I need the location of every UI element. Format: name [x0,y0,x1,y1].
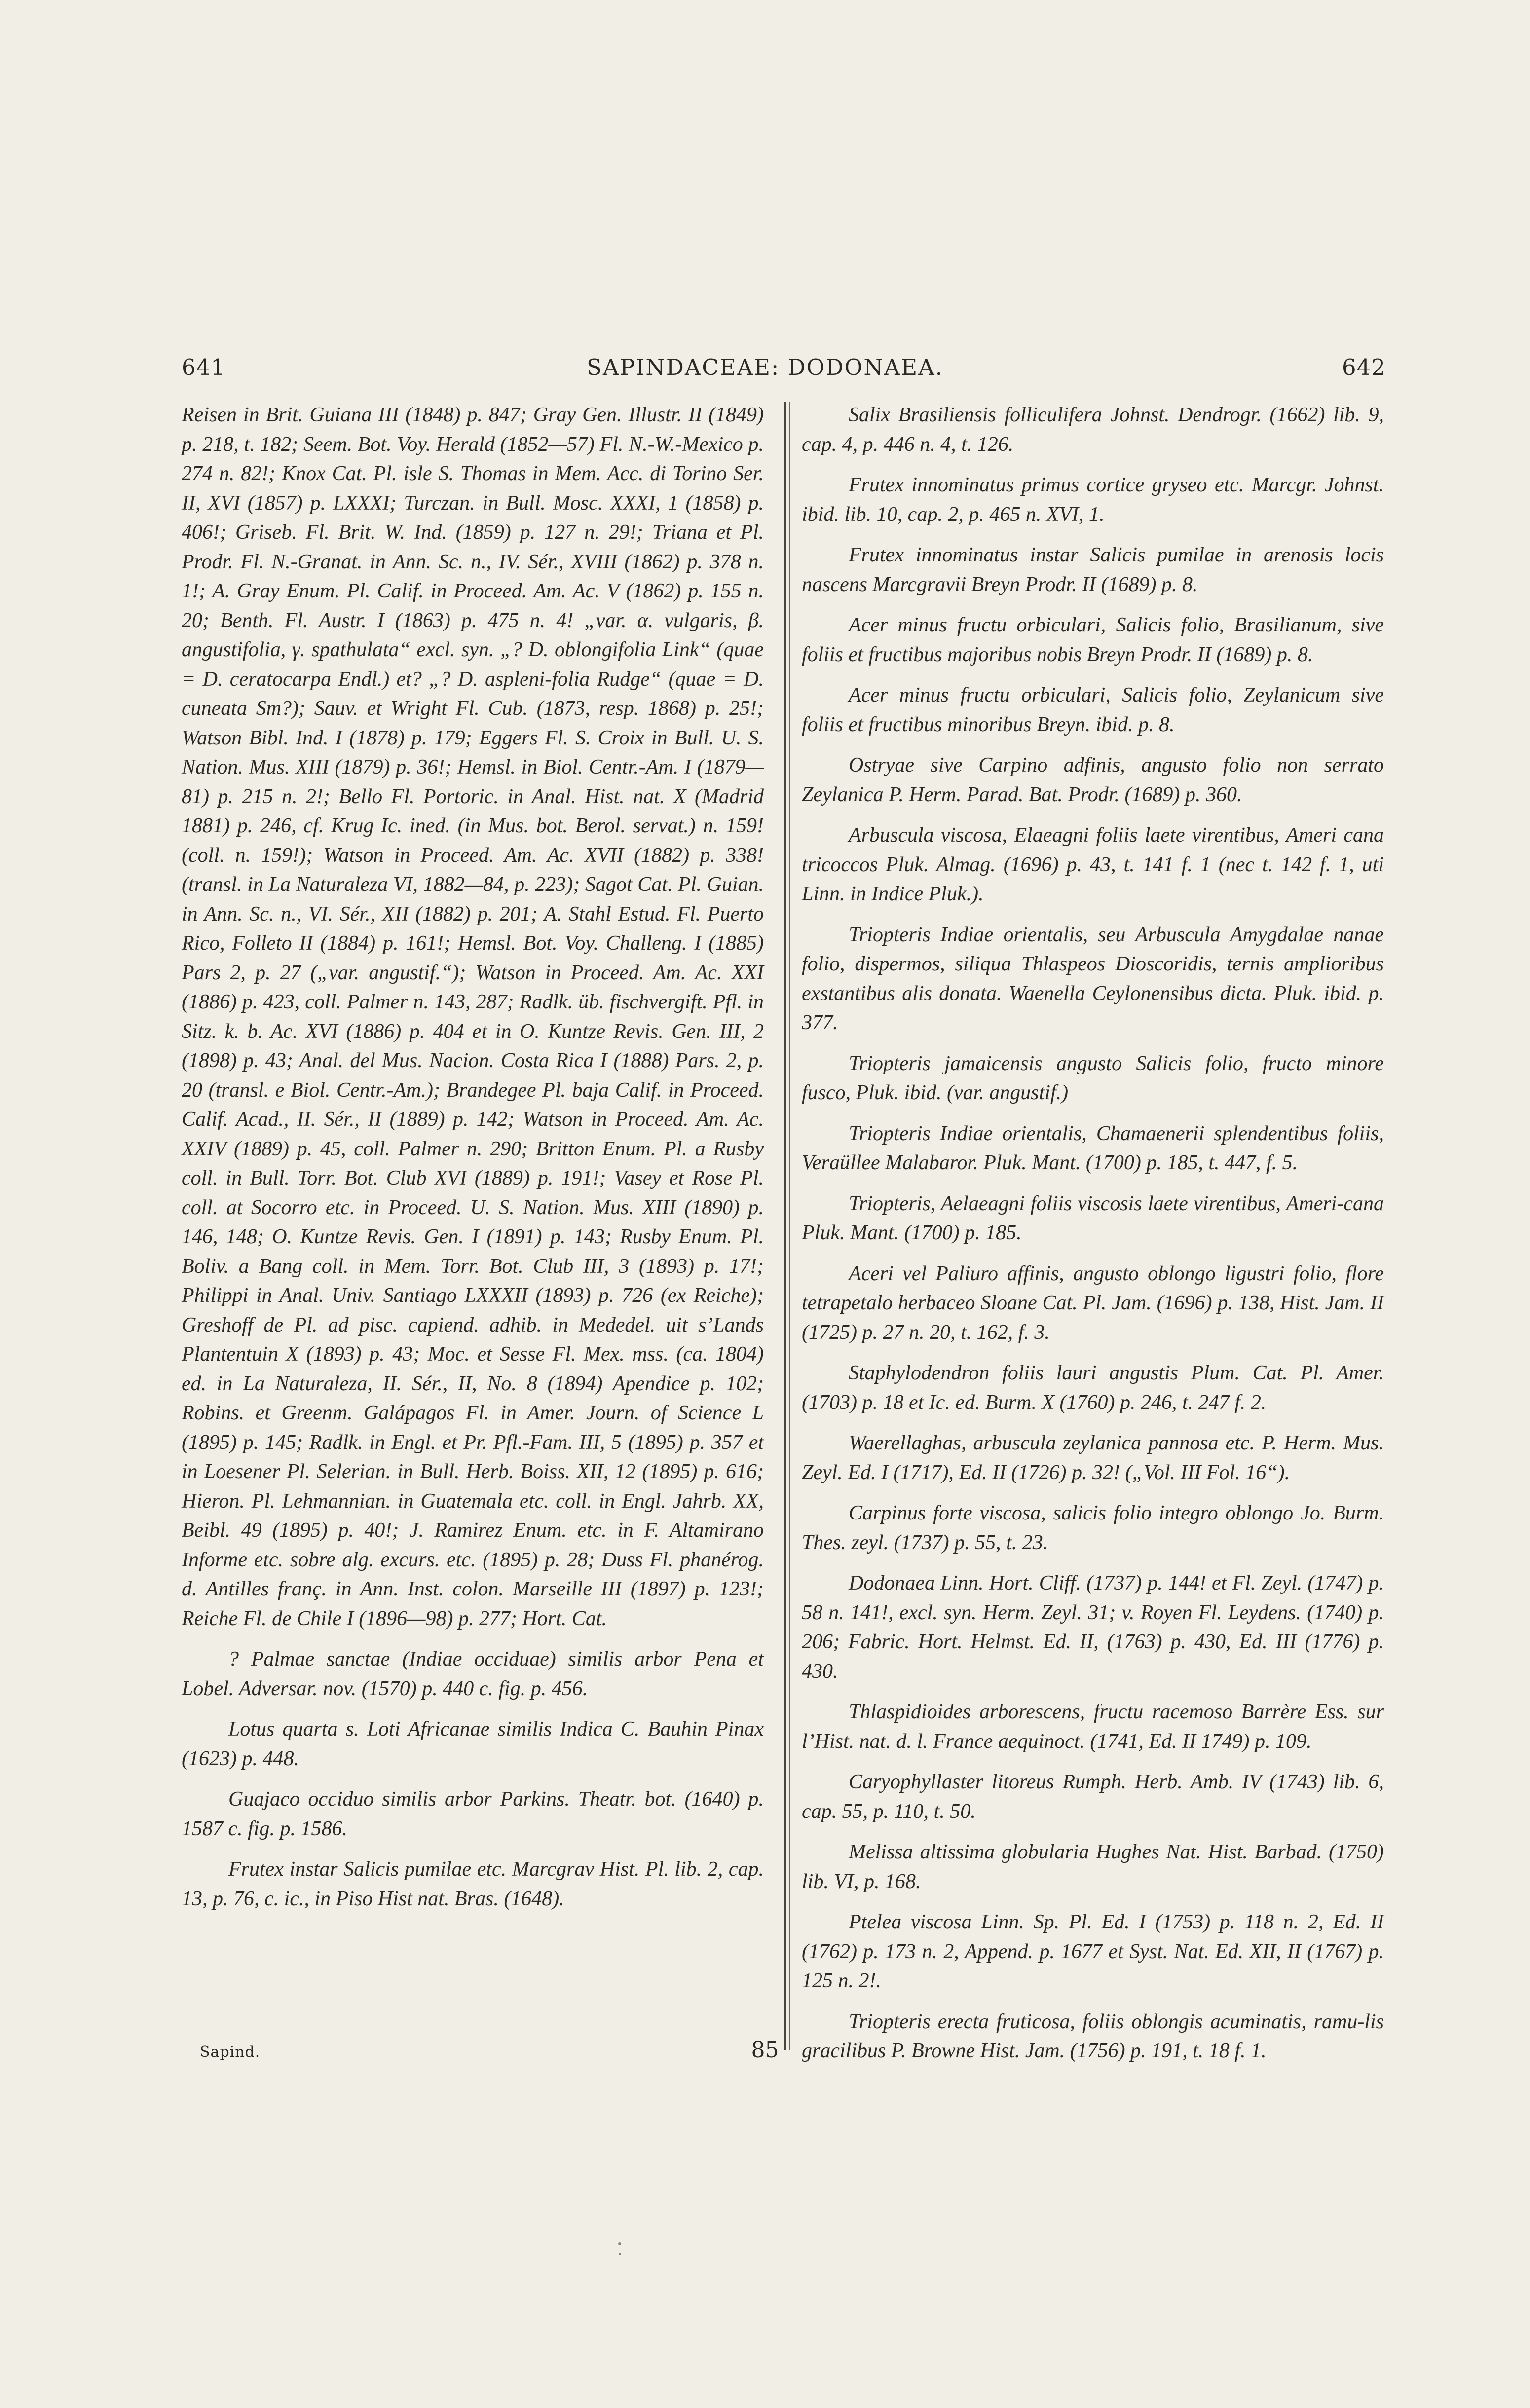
citation-paragraph: Frutex innominatus instar Salicis pumilae in arenosis locis nascens Marcgravii Breyn Prodr. II (1689) p. 8. [802,544,1384,596]
citation-paragraph: Triopteris jamaicensis angusto Salicis folio, fructo minore fusco, Pluk. ibid. (var. angustif.) [802,1052,1384,1104]
citation-paragraph: Caryophyllaster litoreus Rumph. Herb. Amb. IV (1743) lib. 6, cap. 55, p. 110, t. 50. [802,1771,1384,1823]
citation-paragraph: Thlaspidioides arborescens, fructu racemoso Barrère Ess. sur l’Hist. nat. d. l. France aequinoct. (1741, Ed. II 1749) p. 109. [802,1701,1384,1753]
citation-paragraph: Triopteris Indiae orientalis, Chamaenerii splendentibus foliis, Veraüllee Malabaror. Pluk. Mant. (1700) p. 185, t. 447, f. 5. [802,1122,1384,1174]
running-title: SAPINDACEAE: DODONAEA. [587,354,943,380]
left-column [182,401,764,1925]
citation-paragraph: Frutex innominatus primus cortice gryseo etc. Marcgr. Johnst. ibid. lib. 10, cap. 2, p. 465 n. XVI, 1. [802,474,1384,526]
citation-paragraph: Ptelea viscosa Linn. Sp. Pl. Ed. I (1753) p. 118 n. 2, Ed. II (1762) p. 173 n. 2, Append. p. 1677 et Syst. Nat. Ed. XII, II (1767) p. 125 n. 2!. [802,1911,1384,1992]
citation-paragraph: Dodonaea Linn. Hort. Cliff. (1737) p. 144! et Fl. Zeyl. (1747) p. 58 n. 141!, excl. syn. Herm. Zeyl. 31; v. Royen Fl. Leydens. (1740) p. 206; Fabric. Hort. Helmst. Ed. II, (1763) p. 430, Ed. III (1776) p. 430. [802,1572,1384,1683]
citation-paragraph: Triopteris erecta fruticosa, foliis oblongis acuminatis, ramu-lis gracilibus P. Browne Hist. Jam. (1756) p. 191, t. 18 f. 1. [802,2010,1384,2062]
citation-paragraph: Lotus quarta s. Loti Africanae similis Indica C. Bauhin Pinax (1623) p. 448. [182,1718,764,1770]
citation-paragraph: Carpinus forte viscosa, salicis folio integro oblongo Jo. Burm. Thes. zeyl. (1737) p. 55, t. 23. [802,1502,1384,1554]
citation-paragraph: Frutex instar Salicis pumilae etc. Marcgrav Hist. Pl. lib. 2, cap. 13, p. 76, c. ic., in Piso Hist nat. Bras. (1648). [182,1858,764,1910]
citation-paragraph: Triopteris, Aelaeagni foliis viscosis laete virentibus, Ameri-cana Pluk. Mant. (1700) p. 185. [802,1192,1384,1244]
paper-speck [619,2253,621,2255]
citation-paragraph: Melissa altissima globularia Hughes Nat. Hist. Barbad. (1750) lib. VI, p. 168. [802,1841,1384,1893]
citation-paragraph: Salix Brasiliensis folliculifera Johnst. Dendrogr. (1662) lib. 9, cap. 4, p. 446 n. 4, t. 126. [802,404,1384,456]
citation-paragraph: Triopteris Indiae orientalis, seu Arbuscula Amygdalae nanae folio, dispermos, siliqua Thlaspeos Dioscoridis, ternis amplioribus exstantibus alis donata. Waenella Ceylonensibus dicta. Pluk. ibid. p. 377. [802,923,1384,1034]
citation-paragraph: ? Palmae sanctae (Indiae occiduae) similis arbor Pena et Lobel. Adversar. nov. (1570) p. 440 c. fig. p. 456. [182,1648,764,1700]
citation-paragraph: Aceri vel Paliuro affinis, angusto oblongo ligustri folio, flore tetrapetalo herbaceo Sloane Cat. Pl. Jam. (1696) p. 138, Hist. Jam. II (1725) p. 27 n. 20, t. 162, f. 3. [802,1262,1384,1344]
citation-paragraph: Arbuscula viscosa, Elaeagni foliis laete virentibus, Ameri cana tricoccos Pluk. Almag. (1696) p. 43, t. 141 f. 1 (nec t. 142 f. 1, uti Linn. in Indice Pluk.). [802,824,1384,905]
citation-paragraph: Acer minus fructu orbiculari, Salicis folio, Zeylanicum sive foliis et fructibus minoribus Breyn. ibid. p. 8. [802,684,1384,736]
citation-paragraph: Acer minus fructu orbiculari, Salicis folio, Brasilianum, sive foliis et fructibus majoribus nobis Breyn Prodr. II (1689) p. 8. [802,614,1384,666]
citation-paragraph: Staphylodendron foliis lauri angustis Plum. Cat. Pl. Amer. (1703) p. 18 et Ic. ed. Burm. X (1760) p. 246, t. 247 f. 2. [802,1362,1384,1414]
sheet-number: 85 [751,2038,779,2063]
page-header [0,349,1530,384]
signature-mark: Sapind. [200,2043,261,2061]
left-page-number: 641 [182,354,225,380]
column-divider [784,402,786,2050]
right-column [802,401,1384,2077]
column-divider-inner [789,402,790,2050]
right-page-number: 642 [1342,354,1386,380]
citation-paragraph: Ostryae sive Carpino adfinis, angusto folio non serrato Zeylanica P. Herm. Parad. Bat. Prodr. (1689) p. 360. [802,754,1384,806]
citation-paragraph: Waerellaghas, arbuscula zeylanica pannosa etc. P. Herm. Mus. Zeyl. Ed. I (1717), Ed. II (1726) p. 32! („Vol. III Fol. 16“). [802,1432,1384,1484]
paper-speck [618,2242,621,2245]
citation-paragraph: Guajaco occiduo similis arbor Parkins. Theatr. bot. (1640) p. 1587 c. fig. p. 1586. [182,1788,764,1840]
citation-paragraph: Reisen in Brit. Guiana III (1848) p. 847; Gray Gen. Illustr. II (1849) p. 218, t. 182; Seem. Bot. Voy. Herald (1852—57) Fl. N.-W.-Mexico p. 274 n. 82!; Knox Cat. Pl. isle S. Thomas in Mem. Acc. di Torino Ser. II, XVI (1857) p. LXXXI; Turczan. in Bull. Mosc. XXXI, 1 (1858) p. 406!; Griseb. Fl. Brit. W. Ind. (1859) p. 127 n. 29!; Triana et Pl. Prodr. Fl. N.-Granat. in Ann. Sc. n., IV. Sér., XVIII (1862) p. 378 n. 1!; A. Gray Enum. Pl. Calif. in Proceed. Am. Ac. V (1862) p. 155 n. 20; Benth. Fl. Austr. I (1863) p. 475 n. 4! „var. α. vulgaris, β. angustifolia, γ. spathulata“ excl. syn. „? D. oblongifolia Link“ (quae = D. ceratocarpa Endl.) et? „? D. aspleni-folia Rudge“ (quae = D. cuneata Sm?); Sauv. et Wright Fl. Cub. (1873, resp. 1868) p. 25!; Watson Bibl. Ind. I (1878) p. 179; Eggers Fl. S. Croix in Bull. U. S. Nation. Mus. XIII (1879) p. 36!; Hemsl. in Biol. Centr.-Am. I (1879—81) p. 215 n. 2!; Bello Fl. Portoric. in Anal. Hist. nat. X (Madrid 1881) p. 246, cf. Krug Ic. ined. (in Mus. bot. Berol. servat.) n. 159! (coll. n. 159!); Watson in Proceed. Am. Ac. XVII (1882) p. 338! (transl. in La Naturaleza VI, 1882—84, p. 223); Sagot Cat. Pl. Guian. in Ann. Sc. n., VI. Sér., XII (1882) p. 201; A. Stahl Estud. Fl. Puerto Rico, Folleto II (1884) p. 161!; Hemsl. Bot. Voy. Challeng. I (1885) Pars 2, p. 27 („var. angustif.“); Watson in Proceed. Am. Ac. XXI (1886) p. 423, coll. Palmer n. 143, 287; Radlk. üb. fischvergift. Pfl. in Sitz. k. b. Ac. XVI (1886) p. 404 et in O. Kuntze Revis. Gen. III, 2 (1898) p. 43; Anal. del Mus. Nacion. Costa Rica I (1888) Pars. 2, p. 20 (transl. e Biol. Centr.-Am.); Brandegee Pl. baja Calif. in Proceed. Calif. Acad., II. Sér., II (1889) p. 142; Watson in Proceed. Am. Ac. XXIV (1889) p. 45, coll. Palmer n. 290; Britton Enum. Pl. a Rusby coll. in Bull. Torr. Bot. Club XVI (1889) p. 191!; Vasey et Rose Pl. coll. at Socorro etc. in Proceed. U. S. Nation. Mus. XIII (1890) p. 146, 148; O. Kuntze Revis. Gen. I (1891) p. 143; Rusby Enum. Pl. Boliv. a Bang coll. in Mem. Torr. Bot. Club III, 3 (1893) p. 17!; Philippi in Anal. Univ. Santiago LXXXII (1893) p. 726 (ex Reiche); Greshoff de Pl. ad pisc. capiend. adhib. in Mededel. uit s’Lands Plantentuin X (1893) p. 43; Moc. et Sesse Fl. Mex. mss. (ca. 1804) ed. in La Naturaleza, II. Sér., II, No. 8 (1894) Apendice p. 102; Robins. et Greenm. Galápagos Fl. in Amer. Journ. of Science L (1895) p. 145; Radlk. in Engl. et Pr. Pfl.-Fam. III, 5 (1895) p. 357 et in Loesener Pl. Selerian. in Bull. Herb. Boiss. XII, 12 (1895) p. 616; Hieron. Pl. Lehmannian. in Guatemala etc. coll. in Engl. Jahrb. XX, Beibl. 49 (1895) p. 40!; J. Ramirez Enum. etc. in F. Altamirano Informe etc. sobre alg. excurs. etc. (1895) p. 28; Duss Fl. phanérog. d. Antilles franç. in Ann. Inst. colon. Marseille III (1897) p. 123!; Reiche Fl. de Chile I (1896—98) p. 277; Hort. Cat. [182,404,764,1630]
